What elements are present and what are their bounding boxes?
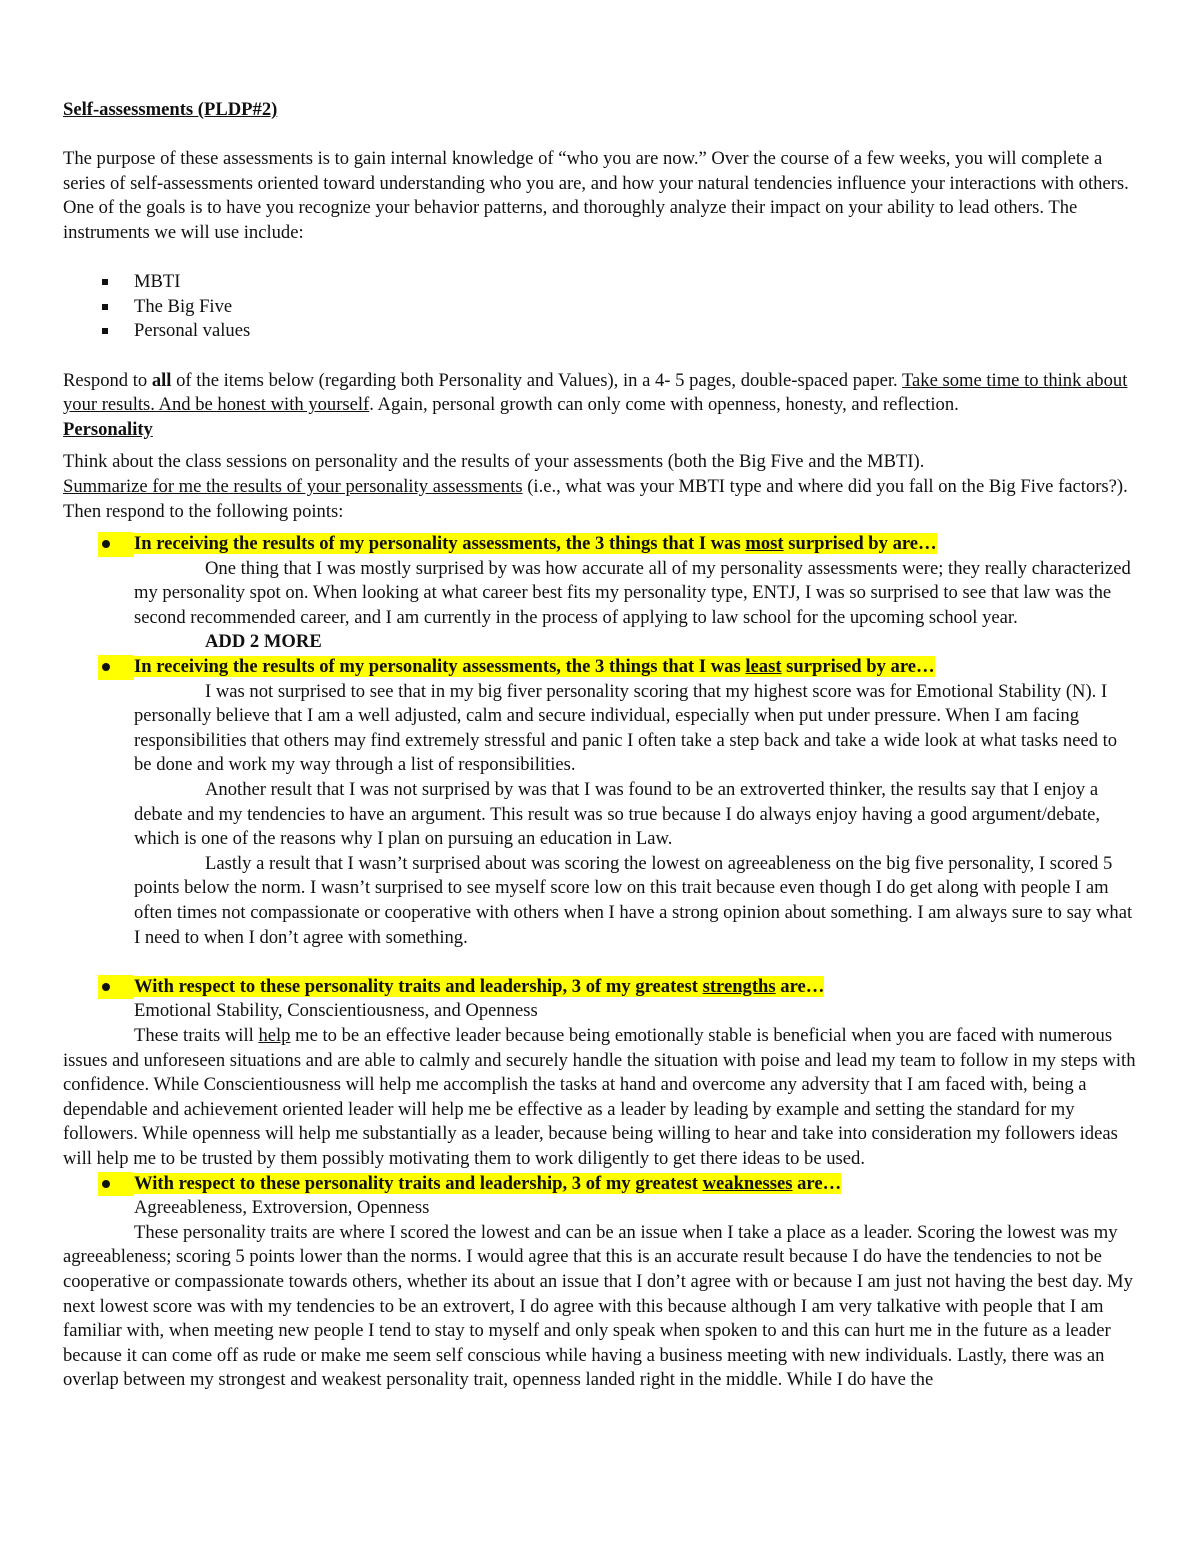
spacer — [63, 123, 1138, 148]
bullet-icon — [98, 975, 134, 1000]
respond-underlined: Take some time to think about your results. And be honest with yourself — [63, 369, 1128, 416]
respond-emphasis: all — [151, 369, 172, 391]
question-strengths — [63, 975, 1138, 1000]
bullet-icon — [98, 532, 134, 557]
traits-line: Emotional Stability, Conscientiousness, and Openness — [134, 1000, 538, 1022]
spacer — [63, 524, 1138, 532]
document-page — [63, 98, 1138, 1393]
question-most-surprised — [63, 532, 1138, 557]
spacer — [63, 246, 1138, 271]
spacer — [63, 950, 1138, 975]
summarize-text: (i.e., what was your MBTI type and where did you fall on the Big Five factors?). Then respond to the following points: — [63, 475, 1128, 522]
question-keyword: least — [745, 656, 782, 678]
question-keyword: strengths — [702, 975, 776, 997]
instrument-item: Personal values — [63, 319, 1138, 344]
think-paragraph: Think about the class sessions on personality and the results of your assessments (both the Big Five and the MBTI). — [63, 451, 925, 473]
answer-text: me to be an effective leader because being emotionally stable is beneficial when you are faced with numerous issues and unforeseen situations and are able to calmly and securely handle the situation with poise and lead my team to follow in my steps with confidence. While Conscientiousness will help me accomplish the tasks at hand and overcome any adversity that I am faced with, being a dependable and achievement oriented leader will help me be effective as a leader by leading by example and setting the standard for my followers. While openness will help me substantially as a leader, because being willing to hear and take into consideration my followers ideas will help me to be trusted by them possibly motivating them to work diligently to get there ideas to be used. — [63, 1024, 1136, 1169]
document-title: Self-assessments (PLDP#2) — [63, 99, 278, 120]
question-weaknesses — [63, 1172, 1138, 1197]
answer-paragraph: One thing that I was mostly surprised by was how accurate all of my personality assessments were; they really characterized my personality spot on. When looking at what career best fits my personality type, ENTJ, I was so surprised to see that law was the second recommended career, and I am currently in the process of applying to law school for the upcoming school year. — [134, 557, 1131, 628]
question-text-part: With respect to these personality traits and leadership, 3 of my greatest — [134, 1172, 703, 1194]
respond-text: Respond to — [63, 369, 152, 391]
question-text-part: surprised by are… — [781, 656, 935, 678]
question-text-part: In receiving the results of my personality assessments, the 3 things that I was — [134, 533, 746, 555]
summarize-paragraph — [63, 475, 1138, 524]
answer-paragraph: I was not surprised to see that in my big fiver personality scoring that my highest score was for Emotional Stability (N). I personally believe that I am a well adjusted, calm and secure individual, especially when put under pressure. When I am facing responsibilities that others may find extremely stressful and panic I often take a step back and take a wide look at what tasks need to be done and work my way through a list of responsibilities. — [134, 680, 1118, 776]
spacer — [63, 344, 1138, 369]
answer-paragraph — [63, 1024, 1138, 1172]
instrument-item: MBTI — [63, 270, 1138, 295]
intro-paragraph: The purpose of these assessments is to gain internal knowledge of “who you are now.” Over the course of a few weeks, you will complete a series of self-assessments oriented toward understanding who you are, and how your natural tendencies influence your interactions with others. One of the goals is to have you recognize your behavior patterns, and thoroughly analyze their impact on your ability to lead others. The instruments we will use include: — [63, 148, 1129, 243]
question-keyword: most — [745, 533, 784, 555]
question-least-surprised — [63, 655, 1138, 680]
instrument-list — [63, 270, 1138, 344]
question-text — [134, 1173, 841, 1194]
respond-paragraph — [63, 369, 1138, 418]
answer-paragraph: Another result that I was not surprised by was that I was found to be an extroverted thinker, the results say that I enjoy a debate and my tendencies to have an argument. This result was so true because I do always enjoy having a good argument/debate, which is one of the reasons why I plan on pursuing an education in Law. — [134, 779, 1101, 850]
question-text-part: In receiving the results of my personality assessments, the 3 things that I was — [134, 656, 746, 678]
question-text — [134, 656, 935, 677]
personality-heading: Personality — [63, 418, 153, 440]
question-keyword: weaknesses — [702, 1172, 793, 1194]
answer-paragraph: These personality traits are where I scored the lowest and can be an issue when I take a place as a leader. Scoring the lowest was my agreeableness; scoring 5 points lower than the norms. I would agree that this is an accurate result because I do have the tendencies to not be cooperative or compassionate towards others, whether its about an issue that I don’t agree with or because I am just not having the best day. My next lowest score was with my tendencies to be an extrovert, I do agree with this because although I am very talkative with people that I am familiar with, when meeting new people I tend to stay to myself and only speak when spoken to and this can hurt me in the future as a leader because it can come off as rude or make me seem self conscious while having a business meeting with new individuals. Lastly, there was an overlap between my strongest and weakest personality trait, openness landed right in the middle. While I do have the — [63, 1221, 1133, 1391]
question-text-part: are… — [775, 975, 825, 997]
bullet-icon — [98, 1172, 134, 1197]
answer-keyword: help — [258, 1024, 291, 1046]
traits-line: Agreeableness, Extroversion, Openness — [134, 1197, 430, 1219]
respond-text: . Again, personal growth can only come with openness, honesty, and reflection. — [369, 394, 959, 416]
question-text-part: With respect to these personality traits and leadership, 3 of my greatest — [134, 975, 703, 997]
bullet-icon — [98, 655, 134, 680]
answer-text: These traits will — [134, 1024, 259, 1046]
answer-paragraph: Lastly a result that I wasn’t surprised about was scoring the lowest on agreeableness on the big five personality, I scored 5 points below the norm. I wasn’t surprised to see myself score low on this trait because even though I do get along with people I am often times not compassionate or cooperative with others when I have a strong opinion about something. I am always sure to say what I need to when I don’t agree with something. — [134, 852, 1133, 948]
respond-text: of the items below (regarding both Personality and Values), in a 4- 5 pages, double-spaced paper. — [171, 369, 902, 391]
add-more-note: ADD 2 MORE — [205, 631, 322, 653]
question-text-part: surprised by are… — [783, 533, 937, 555]
question-text — [134, 976, 824, 997]
question-text-part: are… — [792, 1172, 842, 1194]
summarize-underlined: Summarize for me the results of your personality assessments — [63, 475, 523, 497]
spacer — [63, 442, 1138, 450]
instrument-item: The Big Five — [63, 295, 1138, 320]
question-text — [134, 533, 937, 554]
